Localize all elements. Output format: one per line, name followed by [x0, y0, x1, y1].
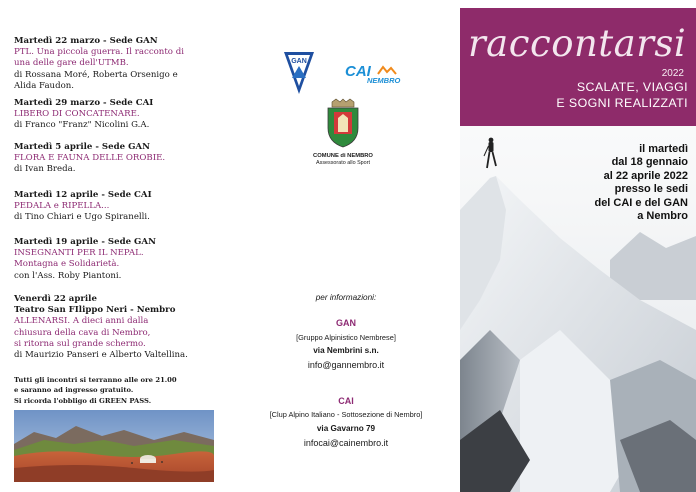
gan-heading: GAN — [336, 318, 356, 328]
event-2 — [14, 98, 229, 132]
event-title: ALLENARSI. A dieci anni dalla — [14, 316, 149, 327]
cover-banner — [460, 8, 696, 126]
schedule-line: al 22 aprile 2022 — [603, 169, 688, 182]
note-line: e saranno ad ingresso gratuito. — [14, 385, 134, 394]
cai-logo-subtext: NEMBRO — [367, 76, 401, 84]
gan-logo — [282, 50, 316, 96]
gan-address: via Nembrini s.n. — [313, 346, 379, 355]
event-authors: con l'Ass. Roby Piantoni. — [14, 270, 122, 281]
comune-logo-caption — [302, 153, 384, 167]
brand-title: raccontarsi — [468, 22, 687, 65]
comune-name: COMUNE di NEMBRO — [313, 153, 373, 159]
schedule-line: il martedì — [639, 143, 688, 155]
event-date: Martedì 5 aprile - Sede GAN — [14, 142, 150, 152]
cai-logo — [345, 62, 423, 84]
event-title: LIBERO DI CONCATENARE. — [14, 109, 140, 120]
gan-logo-text: GAN — [291, 58, 307, 65]
note-line: Si ricorda l'obbligo di GREEN PASS. — [14, 397, 152, 406]
event-title: si ritorna sul grande schermo. — [14, 338, 146, 349]
event-authors: Alida Faudon. — [14, 80, 75, 91]
cai-logo-text: CAI — [345, 63, 371, 80]
event-title: chiusura della cava di Nembro, — [14, 327, 151, 338]
program-panel — [0, 0, 232, 492]
event-6 — [14, 294, 229, 361]
event-authors: di Franco "Franz" Nicolini G.A. — [14, 120, 150, 131]
cai-heading: CAI — [338, 396, 354, 406]
event-date: Martedì 29 marzo - Sede CAI — [14, 98, 154, 108]
event-title: FLORA E FAUNA DELLE OROBIE. — [14, 153, 166, 164]
event-date: Martedì 19 aprile - Sede GAN — [14, 237, 156, 247]
event-title: una delle gare dell'UTMB. — [14, 58, 129, 69]
info-panel — [232, 0, 460, 492]
schedule-line: a Nembro — [637, 210, 688, 223]
event-authors: di Rossana Moré, Roberta Orsenigo e — [14, 69, 178, 80]
info-heading: per informazioni: — [315, 293, 377, 302]
cover-schedule — [488, 143, 688, 223]
event-date: Martedì 22 marzo - Sede GAN — [14, 36, 158, 46]
nembro-crest-icon — [324, 98, 362, 148]
event-title: INSEGNANTI PER IL NEPAL. — [14, 248, 144, 259]
schedule-line: del CAI e del GAN — [594, 196, 688, 209]
cover-subtitle-line: E SOGNI REALIZZATI — [556, 96, 688, 110]
notes — [14, 376, 224, 407]
cover-subtitle-line: SCALATE, VIAGGI — [576, 80, 688, 94]
event-title: PTL. Una piccola guerra. Il racconto di — [14, 47, 184, 58]
event-5 — [14, 237, 229, 282]
note-line: Tutti gli incontri si terranno alle ore 21.00 — [14, 376, 177, 384]
desert-landscape-photo — [14, 410, 214, 482]
schedule-line: dal 18 gennaio — [611, 156, 688, 169]
cover-panel — [460, 0, 696, 492]
schedule-line: presso le sedi — [614, 183, 688, 196]
cai-full-name: [Clup Alpino Italiano - Sottosezione di Nembro] — [269, 410, 423, 419]
event-title: PEDALA e RIPELLA... — [14, 201, 110, 212]
event-venue: Teatro San FIlippo Neri - Nembro — [14, 305, 176, 316]
event-3 — [14, 142, 229, 176]
event-4 — [14, 190, 229, 224]
comune-department: Assessorato allo Sport — [316, 160, 370, 166]
event-authors: di Maurizio Panseri e Alberto Valtellina. — [14, 350, 188, 361]
gan-email-link[interactable]: info@gannembro.it — [307, 360, 385, 370]
brand-year: 2022 — [661, 68, 684, 79]
event-authors: di Tino Chiari e Ugo Spiranelli. — [14, 212, 150, 223]
event-date: Martedì 12 aprile - Sede CAI — [14, 190, 152, 200]
event-authors: di Ivan Breda. — [14, 164, 76, 175]
cai-email-link[interactable]: infocai@cainembro.it — [303, 438, 389, 448]
gan-full-name: [Gruppo Alpinistico Nembrese] — [296, 333, 396, 342]
event-title: Montagna e Solidarietà. — [14, 259, 120, 270]
event-1 — [14, 36, 229, 92]
cai-address: via Gavarno 79 — [316, 424, 376, 433]
event-date: Venerdì 22 aprile — [14, 294, 97, 304]
